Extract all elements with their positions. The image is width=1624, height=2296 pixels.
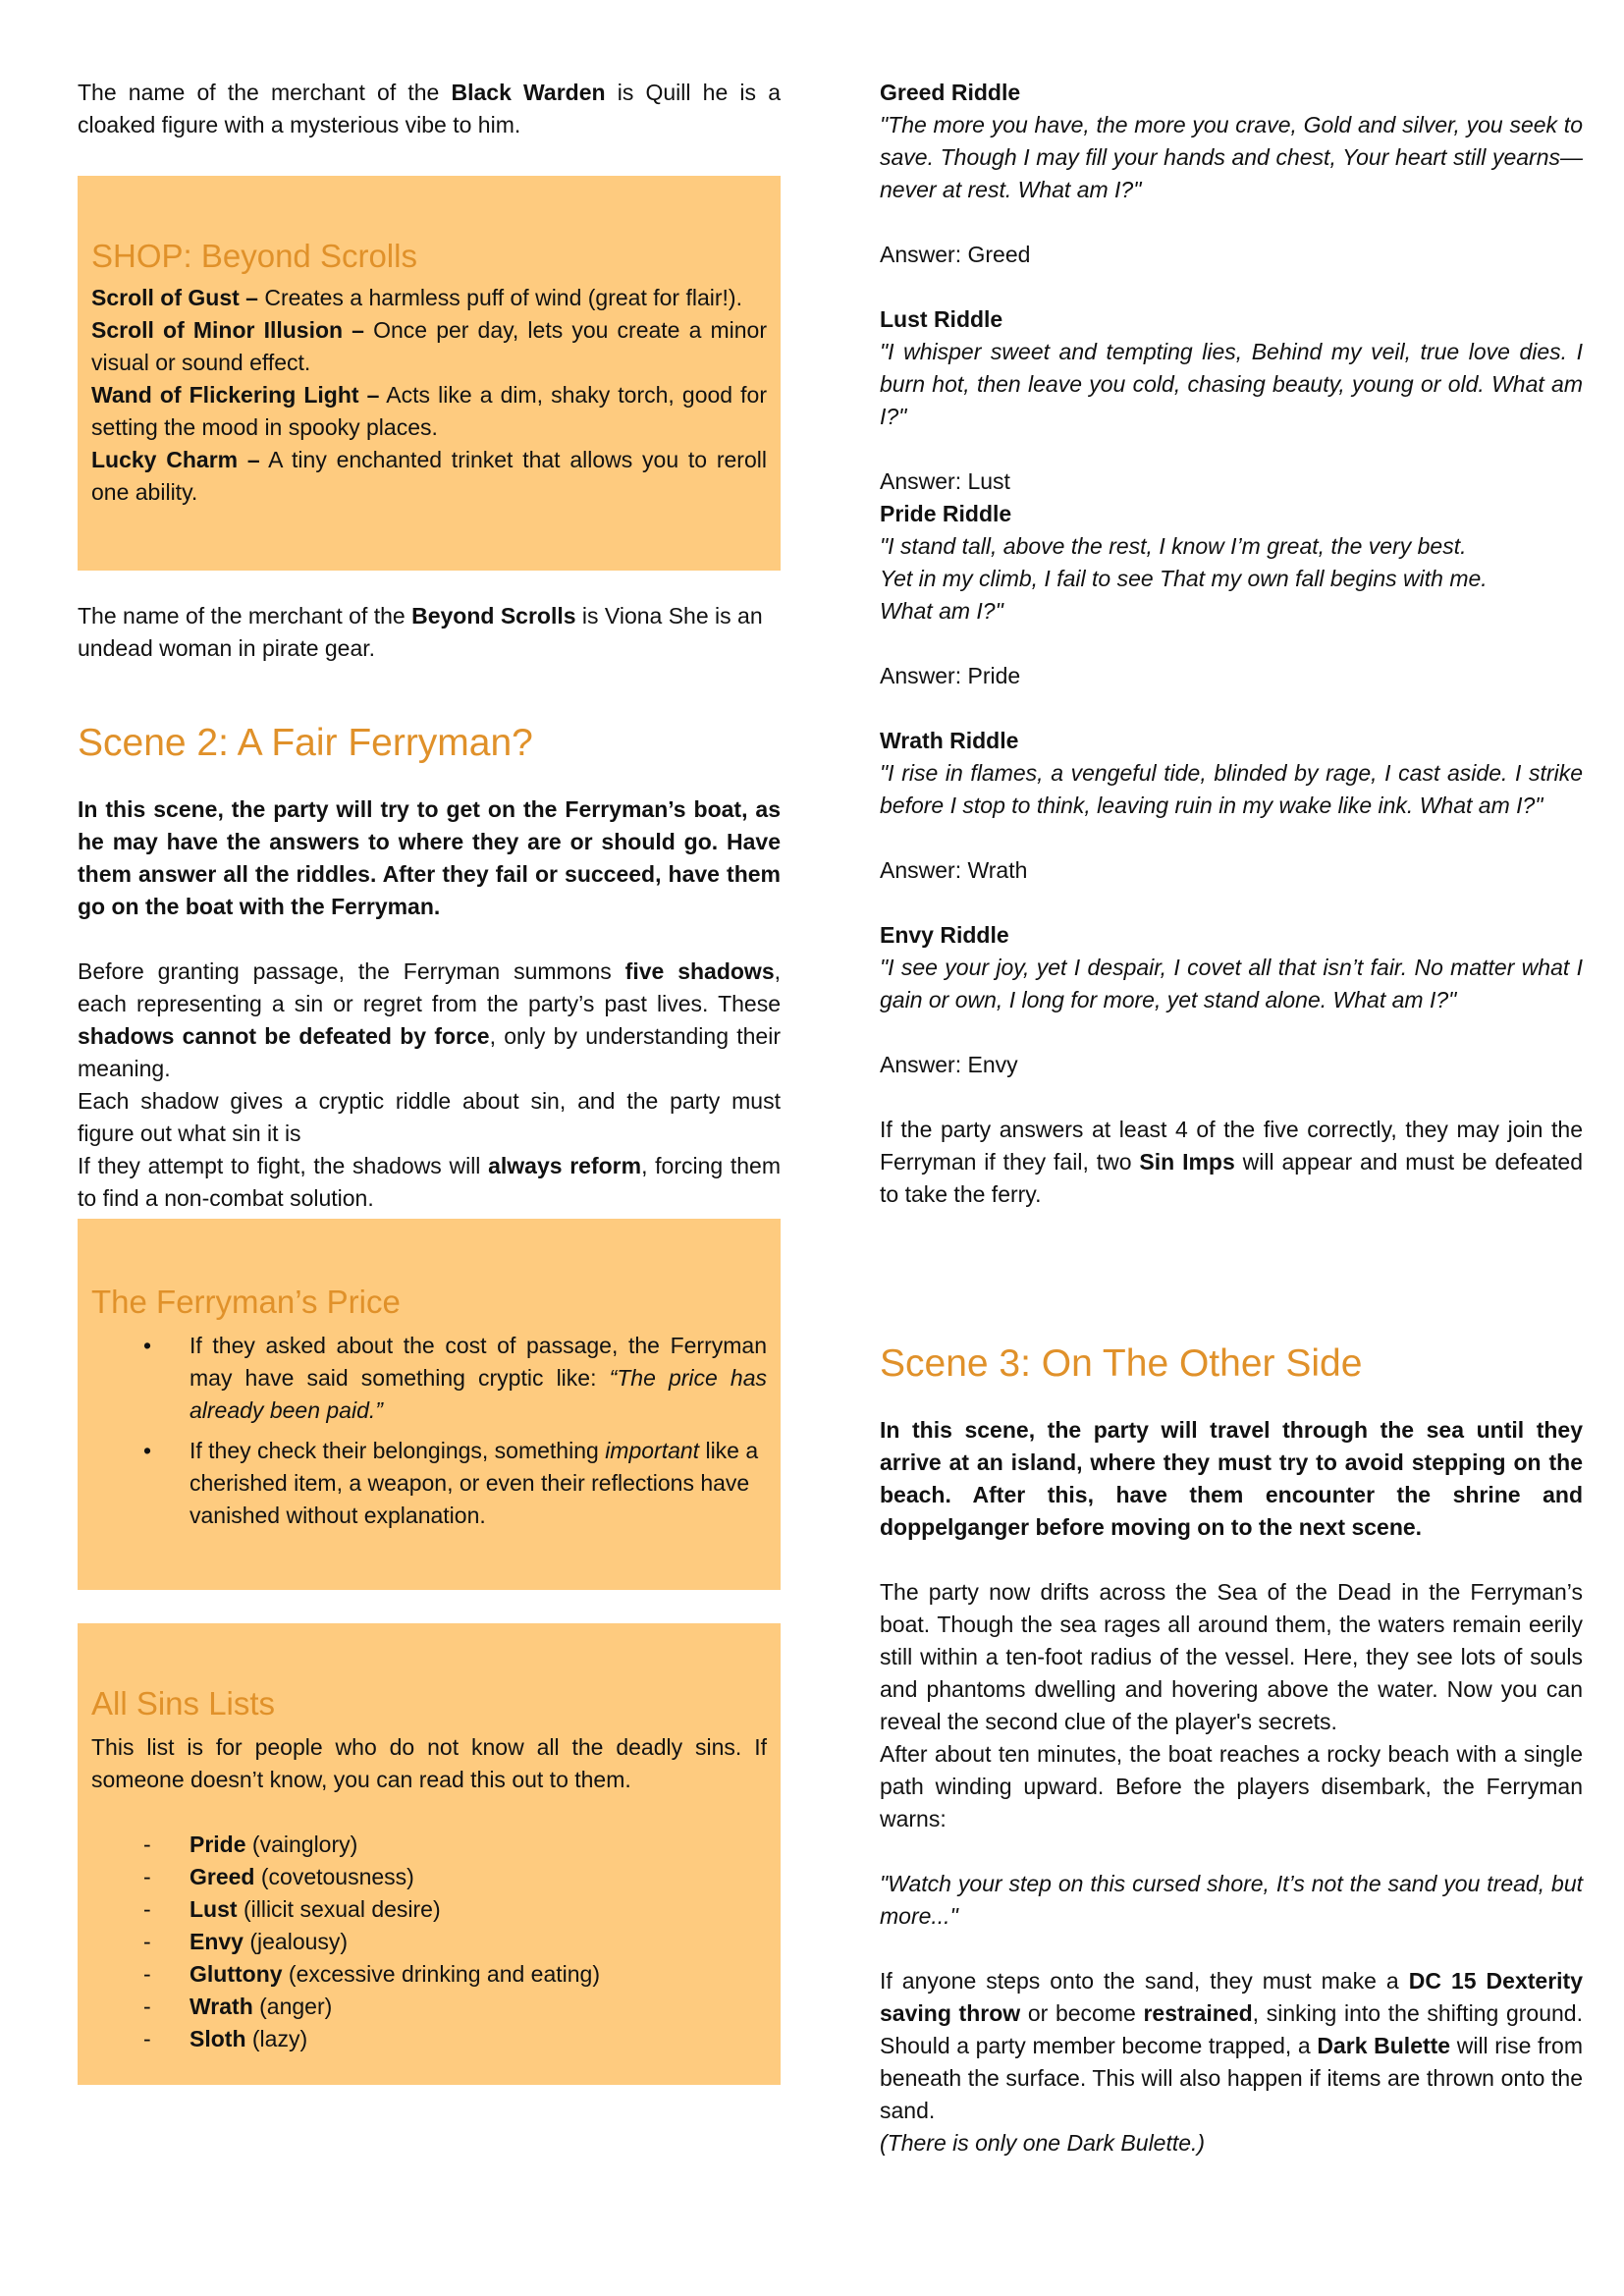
envy-riddle-text: "I see your joy, yet I despair, I covet all that isn’t fair. No matter what I gain or own, I long for more, yet stand alone. What am I?" xyxy=(880,955,1583,1012)
lust-riddle-title: Lust Riddle xyxy=(880,306,1003,332)
scene3-body xyxy=(880,1576,1583,2159)
sins-box xyxy=(78,1623,781,2085)
scene2-paragraph-3: If they attempt to fight, the shadows will always reform, forcing them to find a non-combat solution. xyxy=(78,1153,782,1211)
beyond-scrolls-name: Beyond Scrolls xyxy=(411,603,576,629)
pride-riddle-title: Pride Riddle xyxy=(880,501,1012,526)
pride-riddle-line-1: "I stand tall, above the rest, I know I’m great, the very best. xyxy=(880,533,1467,559)
dash-icon: - xyxy=(143,2026,151,2051)
list-item: - Sloth (lazy) xyxy=(91,2023,767,2055)
scene3-title: Scene 3: On The Other Side xyxy=(880,1342,1363,1385)
list-item: - Greed (covetousness) xyxy=(91,1861,767,1893)
sins-box-title: All Sins Lists xyxy=(91,1685,276,1722)
list-item: - Lust (illicit sexual desire) xyxy=(91,1893,767,1926)
scene2-summary: In this scene, the party will try to get on the Ferryman’s boat, as he may have the answers to where they are or should go. Have them answer all the riddles. After they fail or succeed, have them go on the boat with the Ferryman. xyxy=(78,796,781,919)
beyond-scrolls-intro: The name of the merchant of the Beyond Scrolls is Viona She is an undead woman in pirate gear. xyxy=(78,603,763,661)
shop-box xyxy=(78,176,781,571)
wrath-riddle-answer: Answer: Wrath xyxy=(880,857,1028,883)
dash-icon: - xyxy=(143,1961,151,1987)
bullet-icon: • xyxy=(143,1333,152,1358)
price-box xyxy=(78,1219,781,1590)
bullet-icon: • xyxy=(143,1438,152,1463)
dash-icon: - xyxy=(143,1864,151,1889)
list-item: - Pride (vainglory) xyxy=(91,1829,767,1861)
list-item: - Wrath (anger) xyxy=(91,1991,767,2023)
price-box-title: The Ferryman’s Price xyxy=(91,1284,401,1320)
pride-riddle-answer: Answer: Pride xyxy=(880,663,1021,688)
scene3-paragraph-2: After about ten minutes, the boat reaches a rocky beach with a single path winding upward. Before the players disembark, the Ferryman warns: xyxy=(880,1741,1583,1831)
scene2-paragraph-1: Before granting passage, the Ferryman summons five shadows, each representing a sin or regret from the party’s past lives. These shadows cannot be defeated by force, only by understanding their meaning. xyxy=(78,958,782,1081)
scene2-title: Scene 2: A Fair Ferryman? xyxy=(78,722,533,764)
dash-icon: - xyxy=(143,1929,151,1954)
sins-list xyxy=(91,1829,767,2055)
shop-item: Lucky Charm – A tiny enchanted trinket that allows you to reroll one ability. xyxy=(91,447,767,505)
list-item: - Envy (jealousy) xyxy=(91,1926,767,1958)
price-list xyxy=(91,1330,767,1532)
dash-icon: - xyxy=(143,1994,151,2019)
wrath-riddle-text: "I rise in flames, a vengeful tide, blinded by rage, I cast aside. I strike before I stop to think, leaving ruin in my wake like ink. What am I?" xyxy=(880,760,1583,818)
greed-riddle-answer: Answer: Greed xyxy=(880,242,1031,267)
lust-riddle-text: "I whisper sweet and tempting lies, Behind my veil, true love dies. I burn hot, then leave you cold, chasing beauty, young or old. What am I?" xyxy=(880,339,1583,429)
black-warden-intro: The name of the merchant of the Black Warden is Quill he is a cloaked figure with a mysterious vibe to him. xyxy=(78,80,781,137)
dash-icon: - xyxy=(143,1831,151,1857)
wrath-riddle-title: Wrath Riddle xyxy=(880,728,1019,753)
scene3-note: (There is only one Dark Bulette.) xyxy=(880,2130,1206,2156)
list-item: - Gluttony (excessive drinking and eating) xyxy=(91,1958,767,1991)
list-item: • If they check their belongings, something important like a cherished item, a weapon, or even their reflections have vanished without explanation. xyxy=(91,1435,767,1532)
shop-box-title: SHOP: Beyond Scrolls xyxy=(91,238,417,274)
lust-riddle-answer: Answer: Lust xyxy=(880,468,1010,494)
shop-item: Scroll of Gust – Creates a harmless puff of wind (great for flair!). xyxy=(91,285,742,310)
ferryman-warning-quote: "Watch your step on this cursed shore, It’s not the sand you tread, but more..." xyxy=(880,1871,1583,1929)
envy-riddle-answer: Answer: Envy xyxy=(880,1052,1018,1077)
envy-riddle-title: Envy Riddle xyxy=(880,922,1009,948)
scene2-paragraph-2: Each shadow gives a cryptic riddle about sin, and the party must figure out what sin it is xyxy=(78,1088,781,1146)
scene3-summary: In this scene, the party will travel through the sea until they arrive at an island, where they must try to avoid stepping on the beach. After this, have them encounter the shrine and doppelganger before moving on to the next scene. xyxy=(880,1417,1583,1540)
scene3-paragraph-1: The party now drifts across the Sea of the Dead in the Ferryman’s boat. Though the sea rages all around them, the waters remain eerily still within a ten-foot radius of the vessel. Here, they see lots of souls and phantoms dwelling and hovering above the water. Now you can reveal the second clue of the player's secrets. xyxy=(880,1579,1583,1734)
shop-item: Wand of Flickering Light – Acts like a dim, shaky torch, good for setting the mood in spooky places. xyxy=(91,382,767,440)
pride-riddle-line-2: Yet in my climb, I fail to see That my own fall begins with me. xyxy=(880,566,1488,591)
list-item: • If they asked about the cost of passage, the Ferryman may have said something cryptic like: “The price has already been paid.” xyxy=(91,1330,767,1427)
riddle-outcome: If the party answers at least 4 of the five correctly, they may join the Ferryman if they fail, two Sin Imps will appear and must be defeated to take the ferry. xyxy=(880,1117,1583,1207)
sins-intro: This list is for people who do not know all the deadly sins. If someone doesn’t know, you can read this out to them. xyxy=(91,1734,767,1792)
greed-riddle-title: Greed Riddle xyxy=(880,80,1021,105)
scene2-body xyxy=(78,956,781,1215)
black-warden-name: Black Warden xyxy=(451,80,606,105)
pride-riddle-line-3: What am I?" xyxy=(880,598,1003,624)
riddles-section xyxy=(880,77,1583,1211)
shop-item: Scroll of Minor Illusion – Once per day, lets you create a minor visual or sound effect. xyxy=(91,317,767,375)
dash-icon: - xyxy=(143,1896,151,1922)
greed-riddle-text: "The more you have, the more you crave, Gold and silver, you seek to save. Though I may fill your hands and chest, Your heart still yearns—never at rest. What am I?" xyxy=(880,112,1583,202)
scene3-paragraph-3: If anyone steps onto the sand, they must make a DC 15 Dexterity saving throw or become restrained, sinking into the shifting ground. Should a party member become trapped, a Dark Bulette will rise from beneath the surface. This will also happen if items are thrown onto the sand. xyxy=(880,1968,1584,2123)
